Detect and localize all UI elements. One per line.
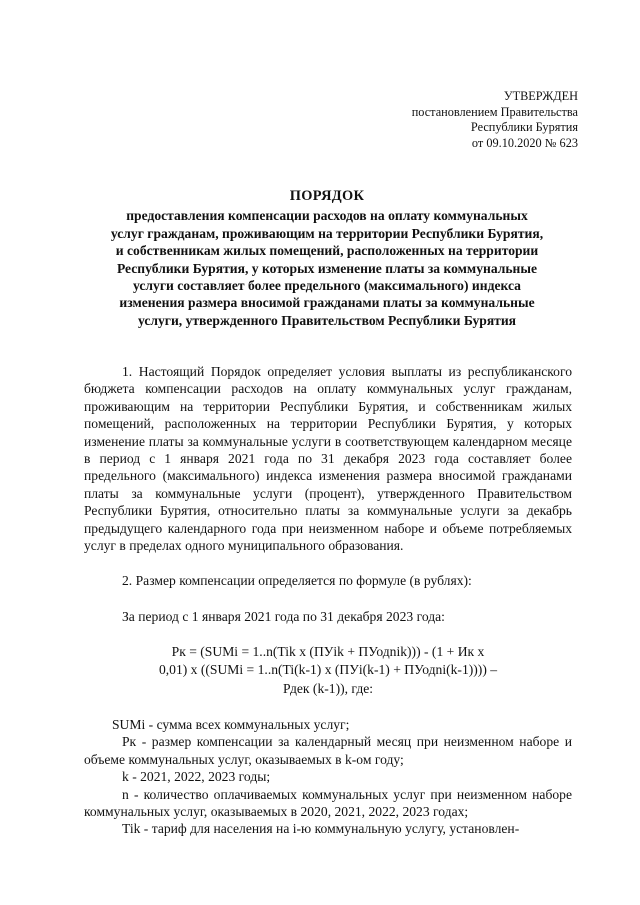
title-heading: ПОРЯДОК — [289, 188, 365, 204]
title-line: изменения размера вносимой гражданами платы за коммунальные — [119, 295, 535, 311]
approval-line: Республики Бурятия — [470, 120, 578, 135]
approval-stamp — [412, 89, 578, 152]
title-line: услуги, утвержденного Правительством Республики Бурятия — [137, 312, 517, 328]
title-line: Республики Бурятия, у которых изменение платы за коммунальные — [116, 260, 538, 276]
formula-line: 0,01) x ((SUMi = 1..n(Ti(k-1) x (ПУi(k-1) + ПУодni(k-1)))) – — [158, 662, 498, 678]
compensation-formula — [84, 643, 572, 698]
definition-item: n - количество оплачиваемых коммунальных услуг при неизменном наборе коммунальных услуг, оказываемых в 2020, 2021, 2022, 2023 годах; — [84, 786, 572, 819]
title-line: предоставления компенсации расходов на оплату коммунальных — [126, 208, 528, 224]
definition-item: Tik - тариф для населения на i-ю коммунальную услугу, установлен- — [122, 821, 520, 837]
period-heading: За период с 1 января 2021 года по 31 декабря 2023 года: — [122, 608, 445, 624]
approval-line: от 09.10.2020 № 623 — [471, 136, 578, 151]
title-line: услуг гражданам, проживающим на территории Республики Бурятия, — [110, 225, 544, 241]
definition-item: SUMi - сумма всех коммунальных услуг; — [112, 716, 350, 732]
document-title — [80, 188, 574, 329]
definition-item: Рк - размер компенсации за календарный месяц при неизменном наборе и объеме коммунальных услуг, оказываемых в k-ом году; — [84, 734, 572, 767]
approval-line: постановлением Правительства — [411, 104, 578, 119]
definition-item: k - 2021, 2022, 2023 годы; — [122, 769, 271, 785]
formula-line: Рдек (k-1)), где: — [282, 680, 374, 696]
title-line: и собственникам жилых помещений, расположенных на территории — [115, 243, 539, 259]
definitions-list — [84, 716, 572, 838]
formula-line: Рк = (SUMi = 1..n(Tik x (ПУik + ПУодnik))) - (1 + Ик x — [171, 644, 485, 660]
approval-line: УТВЕРЖДЕН — [503, 89, 578, 103]
paragraph-1: 1. Настоящий Порядок определяет условия выплаты из республиканского бюджета компенсации расходов на оплату коммунальных услуг гражданам, проживающим на территории Республики Бурятия, и собственникам жилых помещений, расположенных на территории Республики Бурятия, у которых изменение платы за коммунальные услуги в соответствующем календарном месяце в период с 1 января 2021 года по 31 декабря 2023 года составляет более предельного (максимального) индекса изменения размера вносимой гражданами платы за коммунальные услуги (процент), утвержденного Правительством Республики Бурятия, относительно платы за коммунальные услуги за декабрь предыдущего календарного года при неизменном наборе и объеме потребляемых услуг в пределах одного муниципального образования. — [84, 364, 572, 554]
document-body — [84, 363, 572, 838]
paragraph-2: 2. Размер компенсации определяется по формуле (в рублях): — [122, 573, 472, 589]
title-line: услуги составляет более предельного (максимального) индекса — [133, 278, 521, 294]
